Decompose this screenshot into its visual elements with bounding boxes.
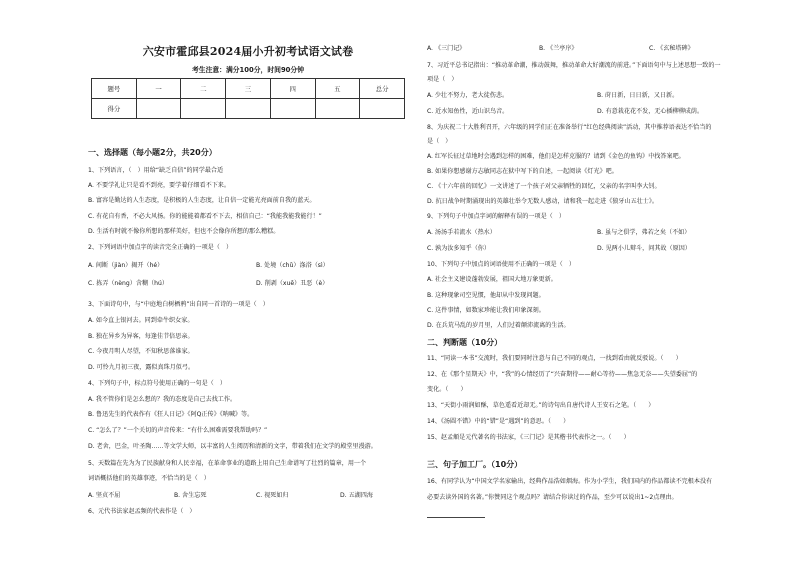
q5-option-c: C. 视死如归 (256, 492, 289, 499)
q2-option-b: B. 处境（chǔ）涤浴（sì） (256, 262, 329, 269)
question-4: 4、下列句子中，标点符号使用正确的一句是（ ） (88, 380, 226, 387)
score-cell[interactable] (136, 99, 181, 119)
judge-12-line-2: 变化。（ ） (427, 386, 467, 393)
score-cell[interactable] (226, 99, 271, 119)
score-row-label: 得分 (92, 99, 137, 119)
exam-title: 六安市霍邱县2024届小升初考试语文试卷 (142, 45, 354, 58)
exam-notice: 考生注意：满分100分，时间90分钟 (191, 66, 304, 74)
section-2-title: 二、判断题（10分） (427, 338, 503, 347)
score-col-5: 五 (315, 79, 360, 99)
question-1: 1、下列语言，（ ）用给“缺乏自信”的同学最合适 (88, 167, 224, 174)
score-table (91, 78, 405, 119)
q5-option-a: A. 坚贞不屈 (88, 492, 121, 499)
score-cell[interactable] (360, 99, 405, 119)
q8-option-a: A. 红军长征过草地时会遇到怎样的困难，他们是怎样克服的？请到《金色的鱼钩》中找答案吧。 (427, 153, 685, 160)
score-col-total: 总分 (360, 79, 405, 99)
judge-13: 13、“天街小雨润如酥，草色遥看近却无。”的诗句出自唐代诗人王安石之笔。（ ） (427, 402, 655, 409)
score-cell[interactable] (181, 99, 226, 119)
q10-option-d: D. 在兵荒马乱的岁月里，人们过着颠沛流离的生活。 (427, 322, 570, 329)
judge-11: 11、“同读一本书”交流时，我们要同时注意与自己不同的观点，一找到看由就反驳说。（ ） (427, 355, 682, 362)
q5-option-b: B. 舍生忘死 (174, 492, 207, 499)
q1-option-a: A. 不要学礼让只是看不到亮，要学着仔细看不下来。 (88, 182, 230, 189)
question-5-line-2: 词语概括他们的英雄事迹，不恰当的是（ ） (88, 475, 210, 482)
question-7-line-1: 7、习近平总书记指出：“推动革命潮，推动鼓舞，推动革命大好潮流的前进。”下面语句中与上述思想一致的一 (427, 62, 721, 69)
q4-option-d: D. 老舍，巴金，叶圣陶……等文学大师，以丰富的人生阅历和清新的文字，带着我们在文学的殿堂里漫游。 (88, 443, 377, 450)
q2-option-a: A. 间断（jiàn）揭开（hé） (88, 262, 164, 269)
q7-option-c: C. 近水知鱼性，近山识鸟音。 (427, 108, 509, 115)
q10-option-c: C. 这件事情，如数家珍能让我们印象深刻。 (427, 307, 545, 314)
q9-option-d: D. 见两小儿辩斗，问其故（原因） (597, 245, 691, 252)
question-9: 9、下列句子中加点字词的解释有误的一项是（ ） (427, 213, 565, 220)
question-16-line-1: 16、有同学认为“中国文学名家输出，经典作品浩如烟海。作为小学生，我们国内的作品都读不完根本没有 (427, 478, 713, 485)
q7-option-d: D. 有意栽花花不发，无心插柳柳成荫。 (597, 108, 704, 115)
q1-option-c: C. 有花自有香，不必大风扬。你的能能着都看不下去，相信自己：“我能我能我能行！” (88, 213, 322, 220)
score-col-1: 一 (136, 79, 181, 99)
score-cell[interactable] (270, 99, 315, 119)
score-table-header-row (92, 79, 405, 99)
q8-option-d: D. 抗日战争时期涌现出的英雄壮举令无数人感动，请和我一起走进《狼牙山五壮士》。 (427, 198, 658, 205)
q3-option-b: B. 独在异乡为异客，每逢佳节倍思亲。 (88, 333, 194, 340)
q3-option-d: D. 可怜九月初三夜，露似真珠月似弓。 (88, 364, 195, 371)
q4-option-a: A. 我不管你们是怎么想的？我的态度是自己去找工作。 (88, 396, 237, 403)
q5-option-d: D. 五湖四海 (340, 492, 373, 499)
q8-option-b: B. 如果你想感谢方志敏同志在狱中写下的自述，一起阅读《灯光》吧。 (427, 168, 618, 175)
score-col-2: 二 (181, 79, 226, 99)
score-col-4: 四 (270, 79, 315, 99)
question-5-line-1: 5、天数篇在先为为了民族献身和人民幸福，在革命事业的道路上用自己生命谱写了壮烈的篇章，用一个 (88, 460, 367, 467)
score-header-label: 题号 (92, 79, 137, 99)
q2-option-d: D. 削剥（xuē）丑恶（è） (256, 280, 329, 287)
q3-option-a: A. 如今直上银河去。同到牵牛织女家。 (88, 317, 194, 324)
question-8-line-1: 8、为庆祝二十大胜利召开，六年级的同学们正在准备举行“红色经典阅读”活动，其中推荐语表达不恰当的 (427, 124, 712, 131)
q7-option-b: B. 莳日新，日日新，又日新。 (597, 92, 679, 99)
question-6: 6、元代书法家赵孟频的代表作是（ ） (88, 508, 196, 515)
section-3-title: 三、句子加工厂。（10分） (427, 460, 523, 469)
question-8-line-2: 是（ ） (427, 138, 452, 145)
q10-option-b: B. 这种现象司空见惯，他却从中发现问题。 (427, 292, 545, 299)
score-col-3: 三 (226, 79, 271, 99)
judge-14: 14、《汤圆不错》中的“错”是“遇到”的意思。（ ） (427, 418, 570, 425)
q3-option-c: C. 今夜月明人尽望，不知秋思落谁家。 (88, 348, 194, 355)
question-2: 2、下列词语中加点字的读音完全正确的一项是（ ） (88, 244, 233, 251)
question-7-line-2: 项是（ ） (427, 76, 458, 83)
q7-option-a: A. 少壮不努力，老大徒伤悲。 (427, 92, 509, 99)
q1-option-b: B. 富容是勤达的人生态度，是积极的人生态度，让自信一定能光亮面前自我的蓝天。 (88, 197, 316, 204)
q1-option-d: D. 生活有时就不像你所想的那样美好，但也不会像你所想的那么糟糕。 (88, 228, 280, 235)
score-cell[interactable] (315, 99, 360, 119)
q6-option-c: C. 《玄秘塔碑》 (649, 45, 694, 52)
judge-15: 15、赵孟頫是元代著名的书法家，《三门记》是其楷书代表作之一。（ ） (427, 434, 630, 441)
q4-option-c: C. “怎么了？”一个关切的声音传来：“有什么困难需要我帮助吗？” (88, 427, 268, 434)
judge-12-line-1: 12、在《那个星期天》中，“我”的心情经历了“兴奋期待——耐心等待——焦急无奈——失望委屈”的 (427, 371, 698, 378)
q2-option-c: C. 拣弄（nèng）含糊（hú） (88, 280, 168, 287)
question-16-line-2: 必要去读外国的名著。”你赞同这个观点吗？请结合你读过的作品，至少可以说出1~2点理由。 (427, 494, 678, 501)
answer-line (427, 517, 485, 518)
q9-option-c: C. 孰为汝多知乎（你） (427, 245, 490, 252)
q9-option-a: A. 汤汤手若流水（热水） (427, 229, 496, 236)
q8-option-c: C. 《十六年前的回忆》一文讲述了一个孩子对父亲牺牲的回忆，父亲的名字叫李大钊。 (427, 183, 661, 190)
score-table-score-row (92, 99, 405, 119)
question-3: 3、下面诗句中，与“中庭地白树栖鸦”出自同一首诗的一项是（ ） (88, 301, 269, 308)
q6-option-b: B. 《兰亭序》 (539, 45, 578, 52)
question-10: 10、下列句子中加点的词语使用不正确的一项是（ ） (427, 261, 575, 268)
q6-option-a: A. 《三门记》 (427, 45, 466, 52)
section-1-title: 一、选择题（每小题2分，共20分） (88, 148, 217, 157)
q4-option-b: B. 鲁迅先生的代表作有《狂人日记》《阿Q正传》《呐喊》等。 (88, 411, 254, 418)
q9-option-b: B. 虽与之俱学，弗若之矣（不如） (597, 229, 691, 236)
q10-option-a: A. 社会主义建设蓬勃发展，祖国大地万象更新。 (427, 276, 557, 283)
